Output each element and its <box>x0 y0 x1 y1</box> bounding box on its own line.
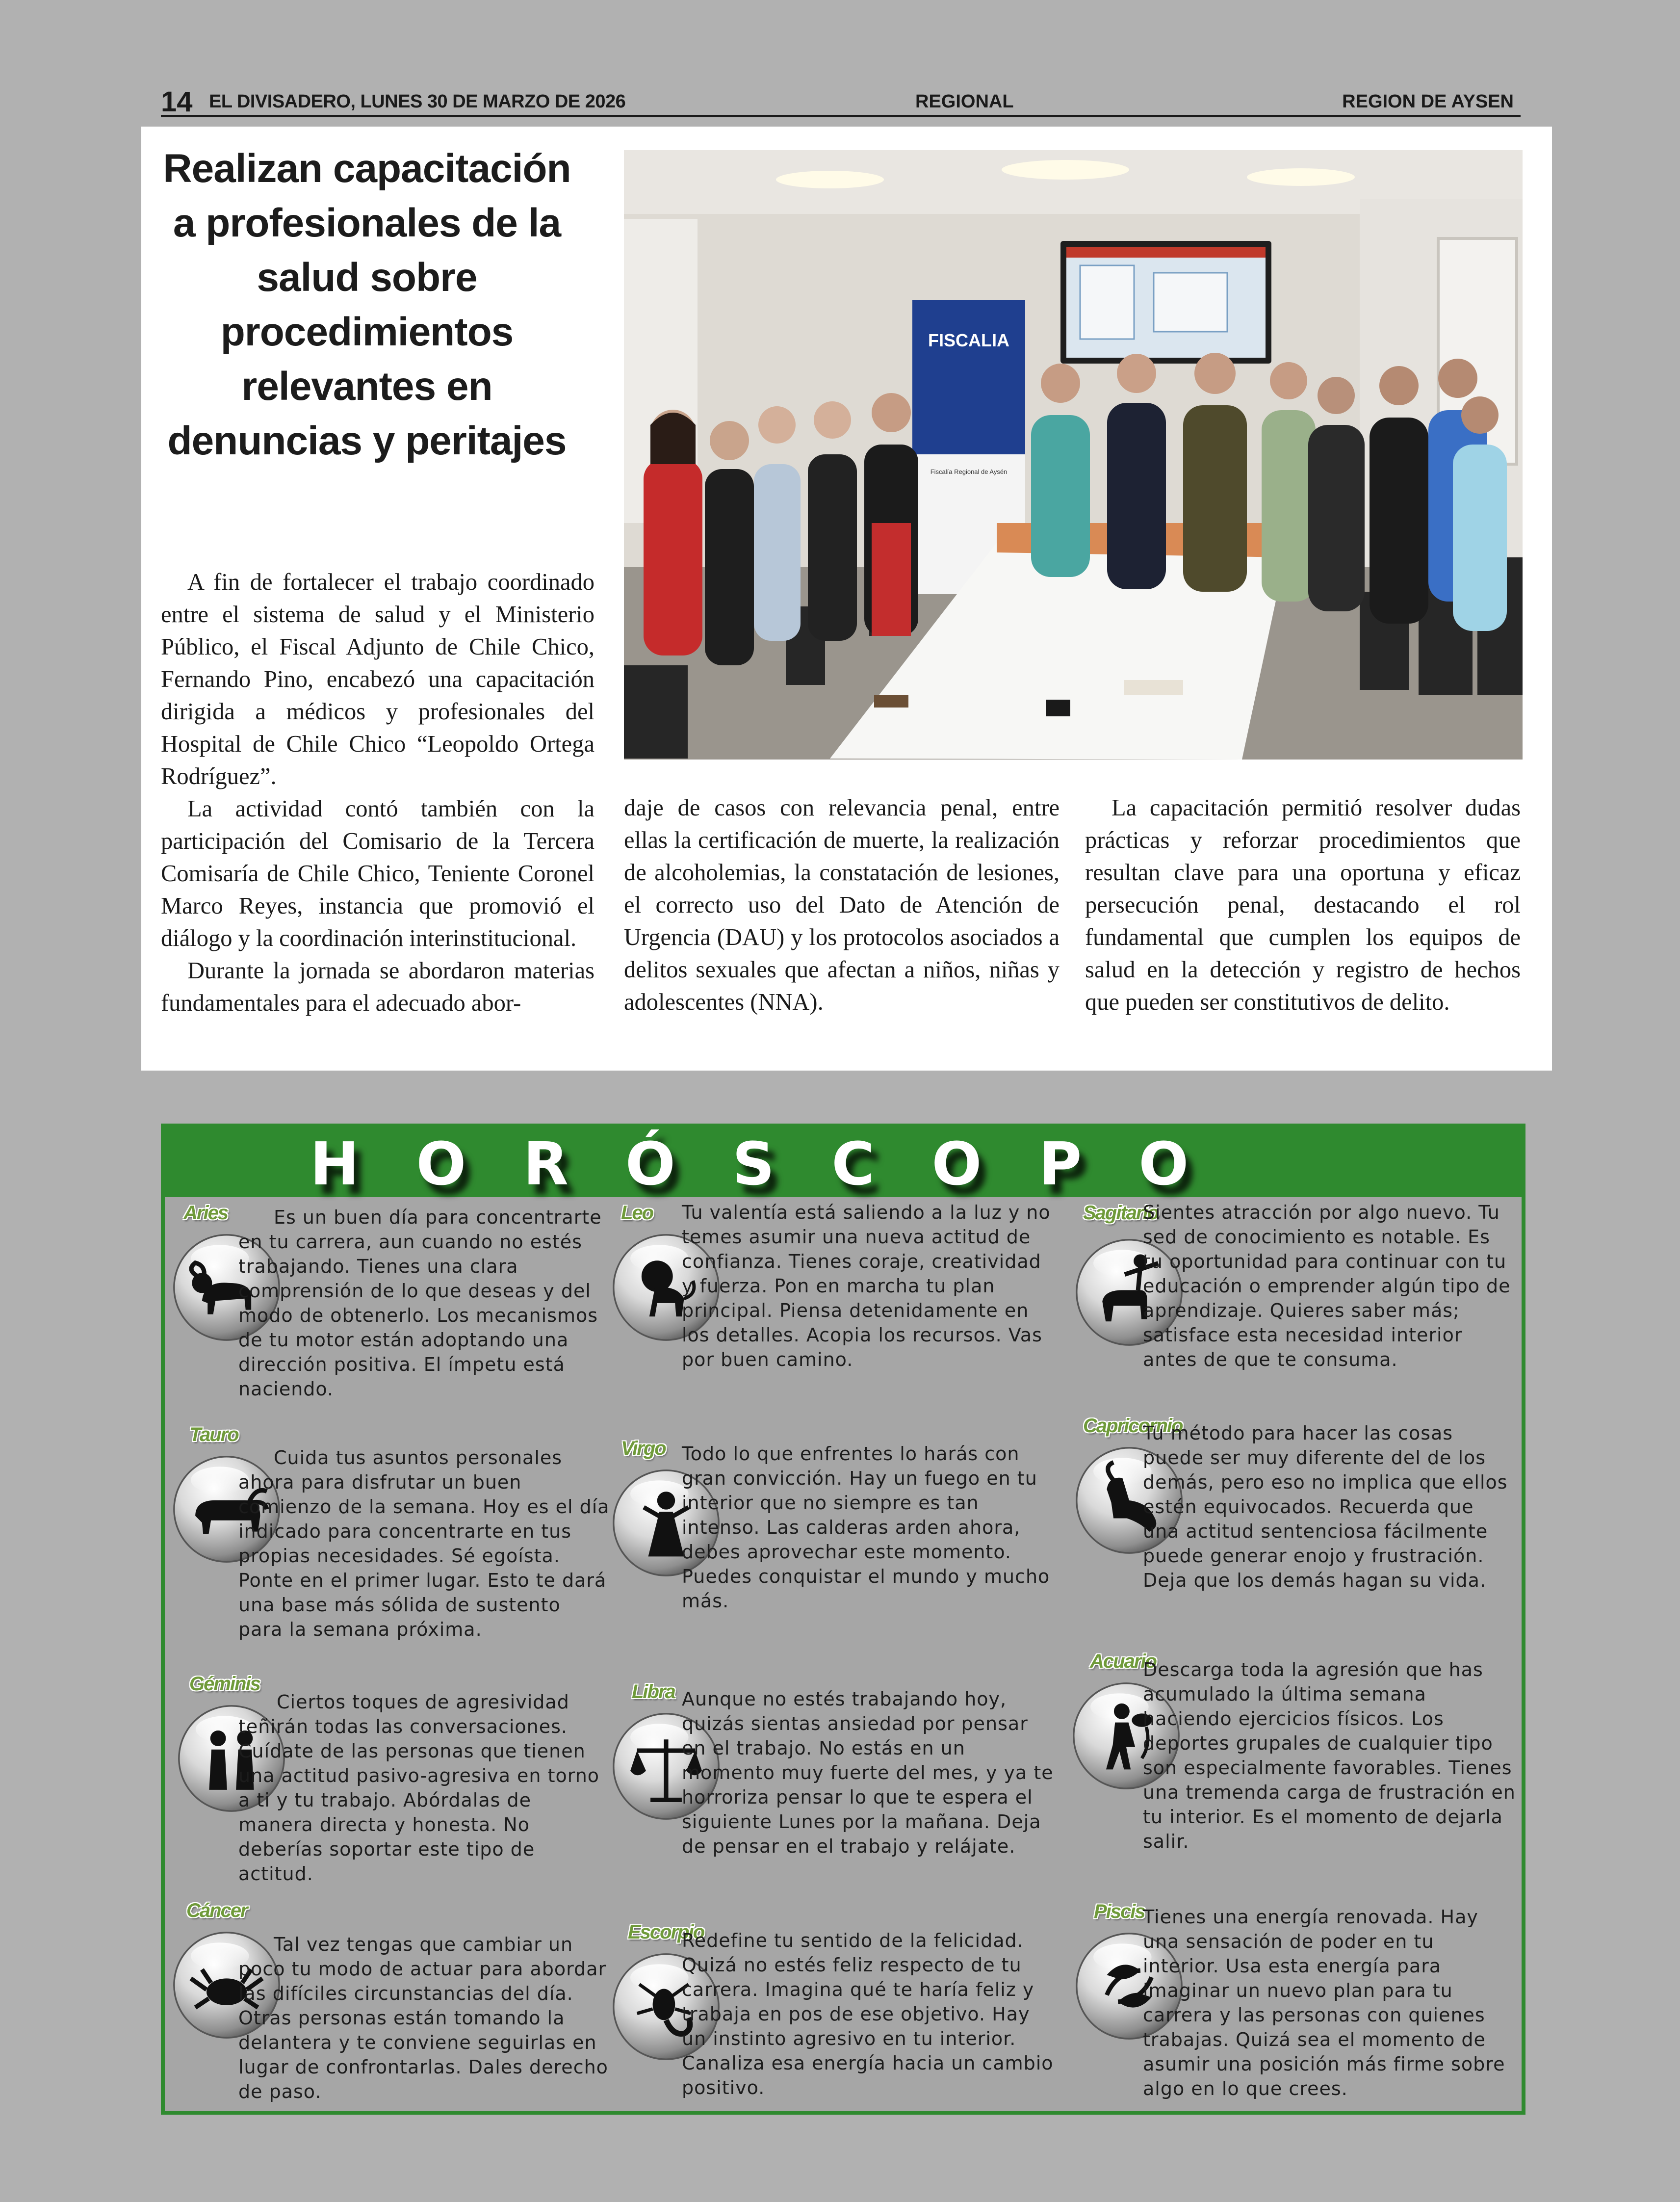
sign-name-cancer: Cáncer <box>186 1900 247 1921</box>
sign-text-libra: Aunque no estés trabajando hoy, quizás sientas ansiedad por pensar en el trabajo. No estás en un momento muy fuerte del mes, y ya te horroriza pensar lo que te espera el siguiente Lunes por la mañana. Deja de pensar en el trabajo y relájate. <box>682 1688 1054 1857</box>
banner-subtitle: Fiscalía Regional de Aysén <box>930 468 1008 475</box>
article-photo <box>624 150 1523 760</box>
sign-text-sagitario: Sientes atracción por algo nuevo. Tu sed de conocimiento es notable. Es tu oportunidad para continuar con tu educación o emprender algún tipo de aprendizaje. Quieres saber más; satisface esta necesidad interior antes de que te consuma. <box>1143 1202 1511 1370</box>
sign-text-escorpio: Redefine tu sentido de la felicidad. Quizá no estés feliz respecto de tu carrera. Imagina qué te haría feliz y trabaja en pos de ese objetivo. Hay un instinto agresivo en tu interior. Canaliza esa energía hacia un cambio positivo. <box>682 1930 1054 2098</box>
page-number: 14 <box>161 86 193 118</box>
sign-text-leo: Tu valentía está saliendo a la luz y no temes asumir una nueva actitud de confianza. Tienes coraje, creatividad y fuerza. Pon en marcha tu plan principal. Piensa detenidamente en los detalles. Acopia los recursos. Vas por buen camino. <box>682 1202 1051 1370</box>
sign-text-acuario: Descarga toda la agresión que has acumulado la última semana haciendo ejercicios físicos. Los deportes grupales de cualquier tipo son especialmente favorables. Tienes una tremenda carga de frustración en tu interior. Es el momento de dejarla salir. <box>1143 1659 1516 1852</box>
sign-text-cancer: Tal vez tengas que cambiar un poco tu modo de actuar para abordar las difíciles circunstancias del día. Otras personas están tomando la delantera y te conviene seguirlas en lugar de confrontarlas. Dales derecho de paso. <box>238 1934 608 2102</box>
paragraph: Durante la jornada se abordaron materias fundamentales para el adecuado abor- <box>161 958 594 1016</box>
sign-name-escorpio: Escorpio <box>628 1921 704 1943</box>
sign-name-geminis: Géminis <box>189 1673 260 1695</box>
paragraph: A fin de fortalecer el trabajo coordinado entre el sistema de salud y el Ministerio Público, el Fiscal Adjunto de Chile Chico, Fernando Pino, encabezó una capacitación dirigida a médicos y profesionales del Hospital de Chile Chico “Leopoldo Ortega Rodríguez”. <box>161 569 594 789</box>
sign-text-virgo: Todo lo que enfrentes lo harás con gran convicción. Hay un fuego en tu interior que no siempre es tan intenso. Las calderas arden ahora, debes aprovechar este momento. Puedes conquistar el mundo y mucho más. <box>682 1443 1050 1612</box>
sign-name-libra: Libra <box>632 1681 675 1703</box>
article-column-1 <box>161 566 594 1020</box>
article <box>141 127 1552 1071</box>
sign-name-piscis: Piscis <box>1094 1901 1145 1922</box>
horoscope-banner <box>165 1127 1522 1197</box>
sign-text-tauro: Cuida tus asuntos personales ahora para disfrutar un buen comienzo de la semana. Hoy es el día indicado para concentrarte en tus propias necesidades. Sé egoísta. Ponte en el primer lugar. Esto te dará una base más sólida de sustento para la semana próxima. <box>238 1447 610 1640</box>
sign-name-tauro: Tauro <box>189 1424 238 1445</box>
section-label: REGIONAL <box>915 91 1014 112</box>
sign-text-aries: Es un buen día para concentrarte en tu carrera, aun cuando no estés trabajando. Tienes una clara comprensión de lo que deseas y del modo de obtenerlo. Los mecanismos de tu motor están adoptando una dirección positiva. El ímpetu está naciendo. <box>238 1206 602 1400</box>
paragraph: daje de casos con relevancia penal, entre ellas la certificación de muerte, la realización de alcoholemias, la constatación de lesiones, el correcto uso del Dato de Atención de Urgencia (DAU) y los protocolos asociados a delitos sexuales que afectan a niños, niñas y adolescentes (NNA). <box>624 795 1060 1015</box>
running-header <box>161 87 1521 117</box>
sign-name-acuario: Acuario <box>1090 1651 1156 1672</box>
article-column-3 <box>1085 792 1521 1019</box>
article-column-2 <box>624 792 1060 1019</box>
sign-text-capricornio: Tu método para hacer las cosas puede ser muy diferente del de los demás, pero eso no implica que ellos estén equivocados. Recuerda que una actitud sentenciosa fácilmente puede generar enojo y frustración. Deja que los demás hagan su vida. <box>1143 1422 1508 1591</box>
horoscope-title: HORÓSCOPO <box>310 1130 1246 1199</box>
region-label: REGION DE AYSEN <box>1342 91 1514 112</box>
sign-name-leo: Leo <box>621 1202 653 1224</box>
sign-name-capricornio: Capricornio <box>1083 1415 1183 1437</box>
horoscope-section <box>161 1124 1525 2115</box>
sign-text-piscis: Tienes una energía renovada. Hay una sensación de poder en tu interior. Usa esta energía para imaginar un nuevo plan para tu carrera y las personas con quienes trabajas. Quizá sea el momento de asumir una posición más firme sobre algo en lo que crees. <box>1143 1906 1505 2099</box>
dateline: EL DIVISADERO, LUNES 30 DE MARZO DE 2026 <box>209 91 626 112</box>
paragraph: La actividad contó también con la participación del Comisario de la Tercera Comisaría de Chile Chico, Teniente Coronel Marco Reyes, instancia que promovió el diálogo y la coordinación interinstitucional. <box>161 796 594 951</box>
article-headline: Realizan capacitación a profesionales de la salud sobre procedimientos relevantes en denuncias y peritajes <box>163 146 571 463</box>
sign-text-geminis: Ciertos toques de agresividad teñirán todas las conversaciones. Cuídate de las personas que tienen una actitud pasivo-agresiva en torno a ti y tu trabajo. Abórdalas de manera directa y honesta. No deberías soportar este tipo de actitud. <box>238 1691 600 1885</box>
paragraph: La capacitación permitió resolver dudas prácticas y reforzar procedimientos que resultan clave para una oportuna y eficaz persecución penal, destacando el rol fundamental que cumplen los equipos de salud en la detección y registro de hechos que pueden ser constitutivos de delito. <box>1085 795 1521 1015</box>
sign-name-sagitario: Sagitario <box>1083 1202 1159 1224</box>
sign-name-virgo: Virgo <box>621 1438 666 1459</box>
banner-title: FISCALIA <box>928 330 1009 350</box>
sign-name-aries: Aries <box>183 1202 228 1224</box>
